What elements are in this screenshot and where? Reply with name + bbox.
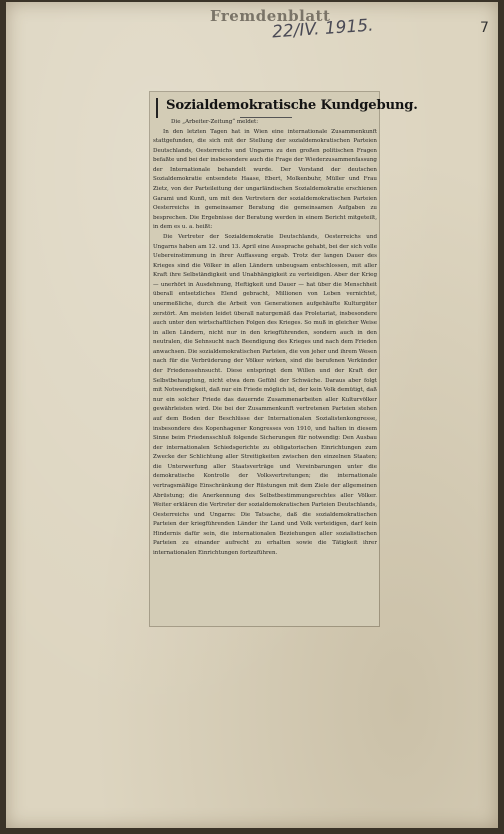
handwritten-date: 22/IV. 1915. [271, 15, 375, 43]
page-number: 7 [480, 20, 489, 36]
newspaper-name-stamp: Fremdenblatt [210, 7, 331, 25]
article-headline: Sozialdemokratische Kundgebung. [166, 98, 418, 113]
article-paragraph: In den letzten Tagen hat in Wien eine internationale Zusammenkunft stattgefunden, die sich mit der Stellung der sozialdemokratischen Parteien Deutschlands, Oesterreichs und Ungarns zu den großen politischen Fragen befaßte und bei der insbesondere auch die Frage der Wiederzusammenfassung der Internationale behandelt wurde. Der Vorstand der deutschen Sozialdemokratie entsendete Haase, Ebert, Molkenbuhr, Müller und Frau Zietz, von der Parteileitung der ungarländischen Sozialdemokratie erschienen Garami und Kunfi, um mit den Vertretern der sozialdemokratischen Parteien Oesterreichs in gemeinsamer Beratung die gemeinsamen Aufgaben zu besprechen. Die Ergebnisse der Beratung werden in einem Bericht mitgeteilt, in dem es u. a. heißt: [153, 128, 377, 231]
article-body [153, 118, 377, 624]
article-paragraph: Die Vertreter der Sozialdemokratie Deutschlands, Oesterreichs und Ungarns haben am 12. und 13. April eine Aussprache gehabt, bei der sich volle Uebereinstimmung in ihrer Auffassung ergab. Trotz der langen Dauer des Krieges sind die Völker in allen Ländern unbeugsam entschlossen, mit aller Kraft ihre Selbständigkeit und Unabhängigkeit zu verteidigen. Aber der Krieg — unerhört in Ausdehnung, Heftigkeit und Dauer — hat über die Menschheit überall entsetzliches Elend gebracht, Millionen von Leben vernichtet, unermeßliche, durch die Arbeit von Generationen aufgehäufte Kulturgüter zerstört. Am meisten leidet überall naturgemäß das Proletariat, insbesondere auch unter den wirtschaftlichen Folgen des Krieges. So muß in gleicher Weise in allen Ländern, nicht nur in den kriegführenden, sondern auch in den neutralen, die Sehnsucht nach Beendigung des Krieges und nach dem Frieden anwachsen. Die sozialdemokratischen Parteien, die von jeher und ihrem Wesen nach für die Verbrüderung der Völker wirken, sind die berufenen Verkünder der Friedenssehnsucht. Diese entspringt dem Willen und der Kraft der Selbstbehauptung, nicht etwa dem Gefühl der Schwäche. Daraus aber folgt mit Notwendigkeit, daß nur ein Friede möglich ist, der kein Volk demütigt, daß nur ein solcher Friede das dauernde Zusammenarbeiten aller Kulturvölker gewährleisten wird. Die bei der Zusammenkunft vertretenen Parteien stehen auf dem Boden der Beschlüsse der Internationalen Sozialistenkongresse, insbesondere des Kopenhagener Kongresses von 1910, und halten in diesem Sinne beim Friedensschluß folgende Sicherungen für notwendig: Den Ausbau der internationalen Schiedsgerichte zu obligatorischen Einrichtungen zum Zwecke der Schlichtung aller Streitigkeiten zwischen den einzelnen Staaten; die Unterwerfung aller Staatsverträge und Vereinbarungen unter die demokratische Kontrolle der Volksvertretungen; die internationale vertragsmäßige Einschränkung der Rüstungen mit dem Ziele der allgemeinen Abrüstung; die Anerkennung des Selbstbestimmungsrechtes aller Völker. Weiter erklären die Vertreter der sozialdemokratischen Parteien Deutschlands, Oesterreichs und Ungarns: Die Tatsache, daß die sozialdemokratischen Parteien der kriegführenden Länder ihr Land und Volk verteidigen, darf kein Hindernis dafür sein, die internationalen Beziehungen aller sozialistischen Parteien zu einander aufrecht zu erhalten sowie die Tätigkeit ihrer internationalen Einrichtungen fortzuführen. [153, 233, 377, 557]
article-intro: Die „Arbeiter-Zeitung“ meldet: [171, 119, 259, 125]
headline-marker-bar [156, 98, 158, 118]
